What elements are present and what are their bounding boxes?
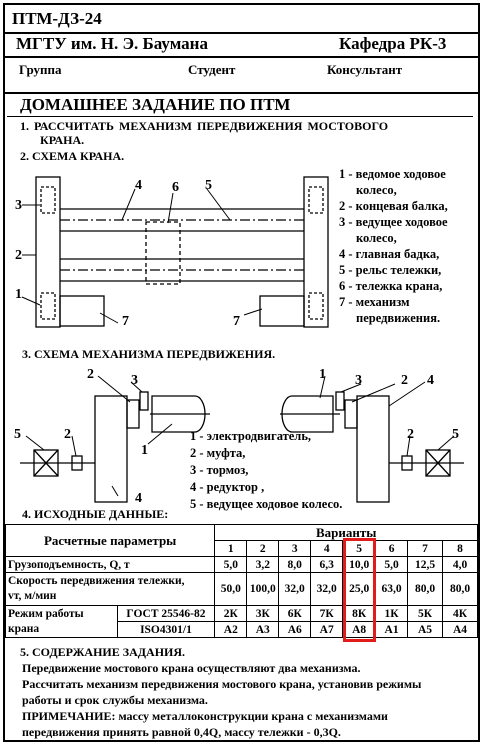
gost-label: ГОСТ 25546-82	[117, 606, 215, 622]
section-5-line-2: Рассчитать механизм передвижения мостового крана, установив режимы	[22, 677, 422, 691]
mech-label-4-left: 4	[135, 491, 142, 506]
crane-label-3: 3	[15, 198, 22, 213]
variant-number: 8	[443, 541, 478, 557]
task-content-section	[20, 644, 421, 740]
variant-number: 2	[247, 541, 279, 557]
mech-legend-line: 3 - тормоз,	[190, 463, 249, 477]
crane-legend-line: 2 - концевая балка,	[339, 199, 448, 213]
variant-number: 1	[215, 541, 247, 557]
capacity-label: Грузоподъемность, Q, т	[6, 557, 215, 573]
mech-label-2-right: 2	[401, 373, 408, 388]
page-title: ДОМАШНЕЕ ЗАДАНИЕ ПО ПТМ	[20, 95, 291, 114]
speed-label	[6, 573, 215, 606]
iso-label: ISO4301/1	[117, 622, 215, 638]
table-cell: 12,5	[408, 557, 443, 573]
section-3-title: 3. СХЕМА МЕХАНИЗМА ПЕРЕДВИЖЕНИЯ.	[22, 347, 276, 361]
group-label: Группа	[19, 62, 62, 77]
table-cell: A3	[247, 622, 279, 638]
crane-legend-line: 3 - ведущее ходовое	[339, 215, 448, 229]
mode-label-1: Режим работы	[6, 606, 118, 622]
table-row-iso	[6, 622, 478, 638]
table-cell: 6,3	[311, 557, 343, 573]
crane-label-7-right: 7	[233, 314, 240, 329]
crane-label-1: 1	[15, 287, 22, 302]
consultant-label: Консультант	[327, 62, 403, 77]
table-cell: 100,0	[247, 573, 279, 606]
university-name: МГТУ им. Н. Э. Баумана	[16, 34, 208, 53]
drive-mechanism-right	[260, 296, 304, 326]
document-code: ПТМ-ДЗ-24	[12, 9, 102, 28]
brake-left	[140, 392, 148, 410]
section-5-line-5: передвижения принять равной 0,4Q, массу тележки - 0,3Q.	[22, 725, 341, 739]
divider	[3, 92, 480, 94]
table-cell: 25,0	[343, 573, 376, 606]
mech-label-4-right: 4	[427, 373, 434, 388]
table-cell: 50,0	[215, 573, 247, 606]
table-cell: A7	[311, 622, 343, 638]
crane-label-5: 5	[205, 178, 212, 193]
table-cell: A5	[408, 622, 443, 638]
reducer-right	[357, 396, 389, 502]
mech-label-3-left: 3	[131, 373, 138, 388]
mech-label-1-left: 1	[141, 443, 148, 458]
table-cell: 2К	[215, 606, 247, 622]
mechanism-scheme-diagram	[0, 362, 485, 520]
table-cell: 32,0	[279, 573, 311, 606]
variants-header: Варианты	[215, 525, 478, 541]
variant-number: 6	[376, 541, 408, 557]
table-cell: 80,0	[408, 573, 443, 606]
title-underline	[7, 116, 473, 117]
variant-number: 5	[343, 541, 376, 557]
table-cell: 3,2	[247, 557, 279, 573]
table-row-gost	[6, 606, 478, 622]
mech-label-5-left: 5	[14, 427, 21, 442]
mode-label-2: крана	[6, 622, 118, 638]
table-cell: 8,0	[279, 557, 311, 573]
crane-legend-line: передвижения.	[356, 311, 441, 325]
param-header: Расчетные параметры	[6, 525, 215, 557]
mech-legend-line: 1 - электродвигатель,	[190, 429, 312, 443]
table-cell: 5К	[408, 606, 443, 622]
table-cell: 63,0	[376, 573, 408, 606]
crane-scheme-diagram	[0, 165, 485, 340]
crane-legend-line: 4 - главная бадка,	[339, 247, 440, 261]
table-cell: 32,0	[311, 573, 343, 606]
variant-5-highlight	[343, 538, 376, 642]
task-1-line-2: КРАНА.	[40, 133, 85, 147]
crane-legend-line: 1 - ведомое ходовое	[339, 167, 446, 181]
crane-label-4: 4	[135, 178, 142, 193]
section-2-title: 2. СХЕМА КРАНА.	[20, 149, 125, 163]
right-end-beam	[304, 177, 328, 327]
table-cell: 80,0	[443, 573, 478, 606]
mech-label-5-right: 5	[452, 427, 459, 442]
table-cell: 10,0	[343, 557, 376, 573]
mech-legend-line: 2 - муфта,	[190, 446, 246, 460]
mech-label-1-right: 1	[319, 367, 326, 382]
student-label: Студент	[188, 62, 236, 77]
table-row-speed	[6, 573, 478, 606]
crane-legend-line: 6 - тележка крана,	[339, 279, 443, 293]
right-wheel-top	[309, 187, 323, 213]
variant-number: 7	[408, 541, 443, 557]
speed-label-line-2: vт, м/мин	[8, 590, 57, 602]
task-1-line-1: 1. РАССЧИТАТЬ МЕХАНИЗМ ПЕРЕДВИЖЕНИЯ МОСТОВОГО	[20, 119, 389, 133]
table-cell: 1К	[376, 606, 408, 622]
table-cell: A1	[376, 622, 408, 638]
section-5-line-4: ПРИМЕЧАНИЕ: массу металлоконструкции крана с механизмами	[22, 709, 388, 723]
table-cell: 6К	[279, 606, 311, 622]
variant-number: 4	[311, 541, 343, 557]
crane-label-7-left: 7	[122, 314, 129, 329]
table-cell: A2	[215, 622, 247, 638]
section-5-title: 5. СОДЕРЖАНИЕ ЗАДАНИЯ.	[20, 645, 186, 659]
reducer-left	[95, 396, 127, 502]
department-name: Кафедра РК-3	[339, 34, 447, 53]
crane-legend-line: колесо,	[356, 231, 397, 245]
mech-legend-line: 5 - ведущее ходовое колесо.	[190, 497, 343, 511]
table-cell: 4К	[443, 606, 478, 622]
crane-label-2: 2	[15, 248, 22, 263]
mech-label-2-left: 2	[87, 367, 94, 382]
mech-label-2-wheel-right: 2	[407, 427, 414, 442]
parameters-table	[5, 524, 478, 638]
table-cell: 3К	[247, 606, 279, 622]
table-cell: 5,0	[376, 557, 408, 573]
mech-legend-line: 4 - редуктор ,	[190, 480, 265, 494]
table-cell: A4	[443, 622, 478, 638]
section-5-line-1: Передвижение мостового крана осуществляют два механизма.	[22, 661, 361, 675]
drive-mechanism-left	[60, 296, 104, 326]
left-wheel-bottom	[41, 293, 55, 319]
speed-label-line-1: Скорость передвижения тележки,	[8, 575, 185, 587]
crane-legend-line: колесо,	[356, 183, 397, 197]
mech-label-2-wheel-left: 2	[64, 427, 71, 442]
coupling-left	[127, 400, 139, 428]
table-cell: 7К	[311, 606, 343, 622]
crane-label-6: 6	[172, 180, 179, 195]
table-cell: A8	[343, 622, 376, 638]
section-5-line-3: работы и срок службы механизма.	[22, 693, 208, 707]
right-wheel-bottom	[309, 293, 323, 319]
coupling-right	[345, 400, 357, 428]
table-row-capacity	[6, 557, 478, 573]
table-cell: 5,0	[215, 557, 247, 573]
left-wheel-top	[41, 187, 55, 213]
crane-legend-line: 7 - механизм	[339, 295, 410, 309]
divider	[3, 56, 480, 58]
table-cell: 8К	[343, 606, 376, 622]
table-cell: 4,0	[443, 557, 478, 573]
mech-label-3-right: 3	[355, 373, 362, 388]
section-4-title: 4. ИСХОДНЫЕ ДАННЫЕ:	[22, 507, 169, 521]
variant-number: 3	[279, 541, 311, 557]
crane-legend-line: 5 - рельс тележки,	[339, 263, 442, 277]
table-cell: A6	[279, 622, 311, 638]
brake-right	[336, 392, 344, 410]
